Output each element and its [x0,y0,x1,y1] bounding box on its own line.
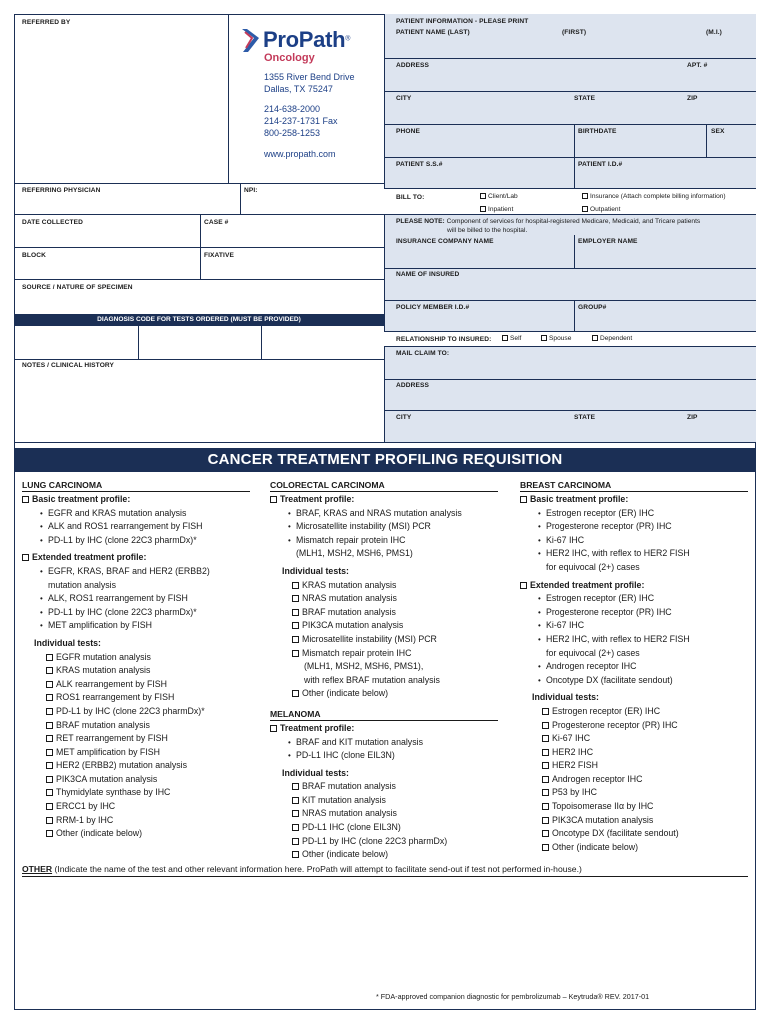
list-item: • Estrogen receptor (ER) IHC [520,592,748,606]
state-label: STATE [574,95,596,102]
list-item: • Ki-67 IHC [520,619,748,633]
lung-test-option[interactable]: MET amplification by FISH [22,746,250,760]
breast-section [520,480,748,854]
first-label: (FIRST) [562,29,587,36]
colorectal-treatment-option[interactable]: Treatment profile: [270,493,498,507]
list-item: • HER2 IHC, with reflex to HER2 FISH [520,633,748,647]
breast-test-option[interactable]: HER2 FISH [520,759,748,773]
patient-name-label: PATIENT NAME (LAST) [396,29,470,36]
insurance-option[interactable]: Insurance (Attach complete billing information) [582,193,726,200]
phone-tollfree: 800-258-1253 [264,128,321,138]
list-item: • Oncotype DX (facilitate sendout) [520,674,748,688]
list-item: • Microsatellite instability (MSI) PCR [270,520,498,534]
lung-test-option[interactable]: PIK3CA mutation analysis [22,773,250,787]
lung-section [22,480,250,841]
list-item: • HER2 IHC, with reflex to HER2 FISH [520,547,748,561]
claim-zip-label: ZIP [687,414,698,421]
lung-test-option[interactable]: RRM-1 by IHC [22,814,250,828]
ss-label: PATIENT S.S.# [396,161,443,168]
colorectal-section [270,480,498,862]
other-notes-field[interactable] [22,878,748,986]
breast-extended-option[interactable]: Extended treatment profile: [520,579,748,593]
notes-label: NOTES / CLINICAL HISTORY [22,362,115,369]
phone-label: PHONE [396,128,420,135]
form-title: CANCER TREATMENT PROFILING REQUISITION [14,448,756,472]
breast-test-option[interactable]: Androgen receptor IHC [520,773,748,787]
lung-basic-option[interactable]: Basic treatment profile: [22,493,250,507]
colorectal-test-option[interactable]: KRAS mutation analysis [270,579,498,593]
list-item: (MLH1, MSH2, MSH6, PMS1) [296,548,413,559]
list-item: • Mismatch repair protein IHC [270,534,498,548]
lung-test-option[interactable]: EGFR mutation analysis [22,651,250,665]
phone-main: 214-638-2000 [264,104,321,114]
list-item: • Androgen receptor IHC [520,660,748,674]
melanoma-test-option[interactable]: KIT mutation analysis [270,794,498,808]
colorectal-heading: COLORECTAL CARCINOMA [270,480,498,492]
list-item: • MET amplification by FISH [22,619,250,633]
claim-state-label: STATE [574,414,596,421]
breast-test-option[interactable]: PIK3CA mutation analysis [520,814,748,828]
address-line-1: 1355 River Bend Drive [264,72,355,82]
case-label: CASE # [204,219,229,226]
patient-header: PATIENT INFORMATION - PLEASE PRINT [396,18,529,25]
colorectal-test-option[interactable]: Other (indicate below) [270,687,498,701]
propath-logo-icon [240,26,262,56]
billing-note: PLEASE NOTE: Component of services for hospital-registered Medicare, Medicaid, and Tricare patients [396,218,701,225]
fax-number: 214-237-1731 Fax [264,116,338,126]
dependent-option[interactable]: Dependent [592,335,632,342]
breast-basic-option[interactable]: Basic treatment profile: [520,493,748,507]
lung-test-option[interactable]: Thymidylate synthase by IHC [22,786,250,800]
list-item: • EGFR, KRAS, BRAF and HER2 (ERBB2) [22,565,250,579]
relationship-label: RELATIONSHIP TO INSURED: [396,336,492,343]
footer-note: * FDA-approved companion diagnostic for pembrolizumab – Keytruda® REV. 2017-01 [376,992,650,1001]
lung-test-option[interactable]: ALK rearrangement by FISH [22,678,250,692]
website[interactable]: www.propath.com [264,149,336,159]
list-item: • Progesterone receptor (PR) IHC [520,606,748,620]
list-item: for equivocal (2+) cases [546,561,640,572]
breast-test-option[interactable]: Topoisomerase IIα by IHC [520,800,748,814]
zip-label: ZIP [687,95,698,102]
lung-test-option[interactable]: PD-L1 by IHC (clone 22C3 pharmDx)* [22,705,250,719]
breast-test-option[interactable]: HER2 IHC [520,746,748,760]
sex-label: SEX [711,128,725,135]
melanoma-test-option[interactable]: PD-L1 by IHC (clone 22C3 pharmDx) [270,835,498,849]
list-item: • EGFR and KRAS mutation analysis [22,507,250,521]
colorectal-test-option[interactable]: Microsatellite instability (MSI) PCR [270,633,498,647]
date-collected-label: DATE COLLECTED [22,219,83,226]
list-item: • PD-L1 by IHC (clone 22C3 pharmDx)* [22,606,250,620]
address-label: ADDRESS [396,62,429,69]
inpatient-option[interactable]: Inpatient [480,206,513,213]
lung-test-option[interactable]: Other (indicate below) [22,827,250,841]
source-label: SOURCE / NATURE OF SPECIMEN [22,284,133,291]
lung-test-option[interactable]: BRAF mutation analysis [22,719,250,733]
patient-id-label: PATIENT I.D.# [578,161,623,168]
melanoma-test-option[interactable]: PD-L1 IHC (clone EIL3N) [270,821,498,835]
insurance-company-label: INSURANCE COMPANY NAME [396,238,494,245]
melanoma-test-option[interactable]: BRAF mutation analysis [270,780,498,794]
referring-physician-label: REFERRING PHYSICIAN [22,187,101,194]
list-item: • PD-L1 by IHC (clone 22C3 pharmDx)* [22,534,250,548]
breast-heading: BREAST CARCINOMA [520,480,748,492]
list-item: (MLH1, MSH2, MSH6, PMS1), [304,661,424,672]
colorectal-test-option[interactable]: NRAS mutation analysis [270,592,498,606]
breast-test-option[interactable]: P53 by IHC [520,786,748,800]
spouse-option[interactable]: Spouse [541,335,571,342]
mail-claim-label: MAIL CLAIM TO: [396,350,450,357]
list-item: • BRAF, KRAS and NRAS mutation analysis [270,507,498,521]
melanoma-test-option[interactable]: NRAS mutation analysis [270,807,498,821]
melanoma-individual-heading: Individual tests: [282,767,349,778]
birthdate-label: BIRTHDATE [578,128,617,135]
lung-heading: LUNG CARCINOMA [22,480,250,492]
referred-by-field[interactable] [22,28,227,182]
lung-individual-heading: Individual tests: [34,637,101,648]
bill-to-label: BILL TO: [396,194,425,201]
referred-by-label: REFERRED BY [22,19,71,26]
diagnosis-bar: DIAGNOSIS CODE FOR TESTS ORDERED (MUST BE PROVIDED) [14,314,384,326]
breast-test-option[interactable]: Oncotype DX (facilitate sendout) [520,827,748,841]
list-item: • Ki-67 IHC [520,534,748,548]
outpatient-option[interactable]: Outpatient [582,206,620,213]
list-item: with reflex BRAF mutation analysis [304,674,440,685]
breast-test-option[interactable]: Estrogen receptor (ER) IHC [520,705,748,719]
lung-test-option[interactable]: RET rearrangement by FISH [22,732,250,746]
colorectal-test-option[interactable]: PIK3CA mutation analysis [270,619,498,633]
list-item: for equivocal (2+) cases [546,647,640,658]
colorectal-individual-heading: Individual tests: [282,565,349,576]
lung-test-option[interactable]: HER2 (ERBB2) mutation analysis [22,759,250,773]
fixative-label: FIXATIVE [204,252,234,259]
breast-test-option[interactable]: Progesterone receptor (PR) IHC [520,719,748,733]
list-item: • Progesterone receptor (PR) IHC [520,520,748,534]
billing-note-cont: will be billed to the hospital. [447,227,528,234]
list-item: • BRAF and KIT mutation analysis [270,736,498,750]
breast-test-option[interactable]: Other (indicate below) [520,841,748,855]
other-section-label: OTHER (Indicate the name of the test and other relevant information here. ProPath will attempt to facilitate send-out if test not performed in-house.) [22,864,582,874]
patient-info-panel [384,14,756,442]
breast-test-option[interactable]: Ki-67 IHC [520,732,748,746]
list-item: • ALK and ROS1 rearrangement by FISH [22,520,250,534]
list-item: • Estrogen receptor (ER) IHC [520,507,748,521]
claim-city-label: CITY [396,414,412,421]
client-lab-option[interactable]: Client/Lab [480,193,518,200]
lung-extended-option[interactable]: Extended treatment profile: [22,551,250,565]
lung-test-option[interactable]: KRAS mutation analysis [22,664,250,678]
group-label: GROUP# [578,304,607,311]
apt-label: APT. # [687,62,708,69]
colorectal-test-option[interactable]: BRAF mutation analysis [270,606,498,620]
colorectal-test-option[interactable]: Mismatch repair protein IHC [270,647,498,661]
breast-individual-heading: Individual tests: [532,692,599,703]
mi-label: (M.I.) [706,29,722,36]
employer-label: EMPLOYER NAME [578,238,638,245]
list-item: • ALK, ROS1 rearrangement by FISH [22,592,250,606]
self-option[interactable]: Self [502,335,521,342]
brand-sub: Oncology [264,52,315,64]
policy-label: POLICY MEMBER I.D.# [396,304,470,311]
melanoma-treatment-option[interactable]: Treatment profile: [270,722,498,736]
npi-label: NPI: [244,187,258,194]
lung-test-option[interactable]: ERCC1 by IHC [22,800,250,814]
melanoma-test-option[interactable]: Other (indicate below) [270,848,498,862]
name-insured-label: NAME OF INSURED [396,271,460,278]
city-label: CITY [396,95,412,102]
address-line-2: Dallas, TX 75247 [264,84,333,94]
list-item: mutation analysis [48,579,116,590]
block-label: BLOCK [22,252,46,259]
lung-test-option[interactable]: ROS1 rearrangement by FISH [22,691,250,705]
list-item: • PD-L1 IHC (clone EIL3N) [270,749,498,763]
brand-name: ProPath® [263,27,351,52]
claim-address-label: ADDRESS [396,382,429,389]
melanoma-heading: MELANOMA [270,709,498,721]
